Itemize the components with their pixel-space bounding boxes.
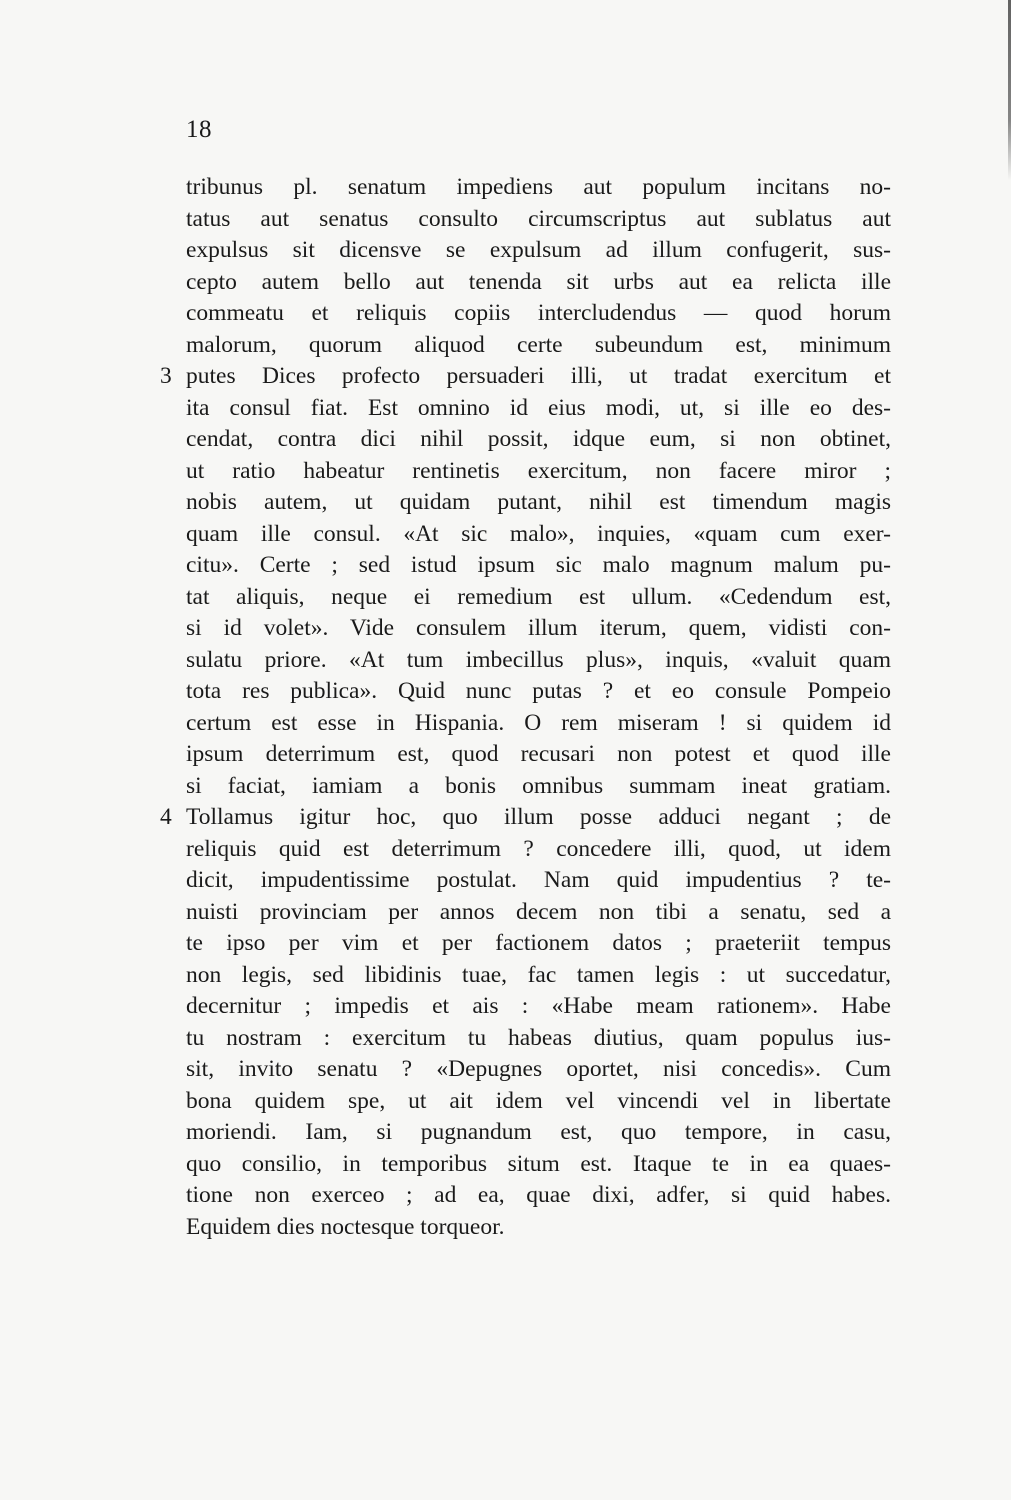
line-text: commeatu et reliquis copiis intercludendus — quod horum (186, 300, 891, 326)
line-text: sulatu priore. «At tum imbecillus plus», inquis, «valuit quam (186, 646, 891, 673)
line-text: quo consilio, in temporibus situm est. Itaque te in ea quaes- (186, 1150, 891, 1177)
text-line (160, 613, 891, 645)
body-text (160, 172, 891, 1243)
line-text: tu nostram : exercitum tu habeas diutius, quam populus ius- (186, 1024, 891, 1051)
text-line (160, 204, 891, 236)
text-line (160, 1180, 891, 1212)
line-text: citu». Certe ; sed istud ipsum sic malo magnum malum pu- (186, 552, 891, 578)
line-text: certum est esse in Hispania. O rem miseram ! si quidem id (186, 709, 891, 736)
text-line (160, 802, 891, 834)
line-text: si id volet». Vide consulem illum iterum, quem, vidisti con- (186, 615, 891, 641)
line-text: sit, invito senatu ? «Depugnes oportet, nisi concedis». Cum (186, 1056, 891, 1082)
line-text: tribunus pl. senatum impediens aut populum incitans no- (186, 174, 891, 200)
line-text: bona quidem spe, ut ait idem vel vincendi vel in libertate (186, 1087, 891, 1114)
line-text: decernitur ; impedis et ais : «Habe meam rationem». Habe (186, 993, 891, 1019)
text-line (160, 1212, 891, 1244)
text-line (160, 582, 891, 614)
line-text: tatus aut senatus consulto circumscriptus aut sublatus aut (186, 205, 891, 232)
text-line (160, 361, 891, 393)
text-line (160, 708, 891, 740)
line-text: te ipso per vim et per factionem datos ; praeteriit tempus (186, 930, 891, 956)
line-text: cepto autem bello aut tenenda sit urbs aut ea relicta ille (186, 268, 891, 295)
text-line (160, 739, 891, 771)
text-line (160, 298, 891, 330)
text-line (160, 1023, 891, 1055)
line-text: tota res publica». Quid nunc putas ? et eo consule Pompeio (186, 678, 891, 704)
text-line (160, 393, 891, 425)
text-line (160, 424, 891, 456)
line-text: malorum, quorum aliquod certe subeundum est, minimum (186, 331, 891, 358)
text-line (160, 235, 891, 267)
text-line (160, 1086, 891, 1118)
text-line (160, 519, 891, 551)
line-text: expulsus sit dicensve se expulsum ad illum confugerit, sus- (186, 237, 891, 263)
line-text: Tollamus igitur hoc, quo illum posse adduci negant ; de (186, 804, 891, 830)
text-line (160, 865, 891, 897)
text-line (160, 645, 891, 677)
line-text: nobis autem, ut quidam putant, nihil est timendum magis (186, 489, 891, 515)
line-text: putes Dices profecto persuaderi illi, ut tradat exercitum et (186, 363, 891, 389)
text-line (160, 897, 891, 929)
text-line (160, 928, 891, 960)
line-text: cendat, contra dici nihil possit, idque eum, si non obtinet, (186, 426, 891, 452)
text-line (160, 1054, 891, 1086)
page-number: 18 (186, 116, 212, 143)
text-line (160, 172, 891, 204)
line-text: non legis, sed libidinis tuae, fac tamen legis : ut succedatur, (186, 961, 891, 988)
text-line (160, 771, 891, 803)
line-text: ita consul fiat. Est omnino id eius modi, ut, si ille eo des- (186, 394, 891, 421)
line-text: dicit, impudentissime postulat. Nam quid impudentius ? te- (186, 867, 891, 893)
text-line (160, 487, 891, 519)
line-text: tione non exerceo ; ad ea, quae dixi, adfer, si quid habes. (186, 1182, 891, 1208)
text-line (160, 550, 891, 582)
line-text: ut ratio habeatur rentinetis exercitum, non facere miror ; (186, 457, 891, 484)
line-text: tat aliquis, neque ei remedium est ullum. «Cedendum est, (186, 583, 891, 610)
line-text: nuisti provinciam per annos decem non tibi a senatu, sed a (186, 898, 891, 925)
line-text: si faciat, iamiam a bonis omnibus summam ineat gratiam. (186, 772, 891, 799)
line-text: Equidem dies noctesque torqueor. (186, 1213, 505, 1240)
section-number: 4 (160, 804, 172, 830)
line-text: reliquis quid est deterrimum ? concedere illi, quod, ut idem (186, 835, 891, 862)
text-line (160, 960, 891, 992)
text-line (160, 330, 891, 362)
text-line (160, 456, 891, 488)
line-text: ipsum deterrimum est, quod recusari non potest et quod ille (186, 741, 891, 767)
text-line (160, 267, 891, 299)
text-line (160, 1117, 891, 1149)
section-number: 3 (160, 363, 172, 389)
text-line (160, 991, 891, 1023)
line-text: quam ille consul. «At sic malo», inquies, «quam cum exer- (186, 520, 891, 547)
text-line (160, 834, 891, 866)
line-text: moriendi. Iam, si pugnandum est, quo tempore, in casu, (186, 1119, 891, 1145)
text-line (160, 1149, 891, 1181)
text-line (160, 676, 891, 708)
